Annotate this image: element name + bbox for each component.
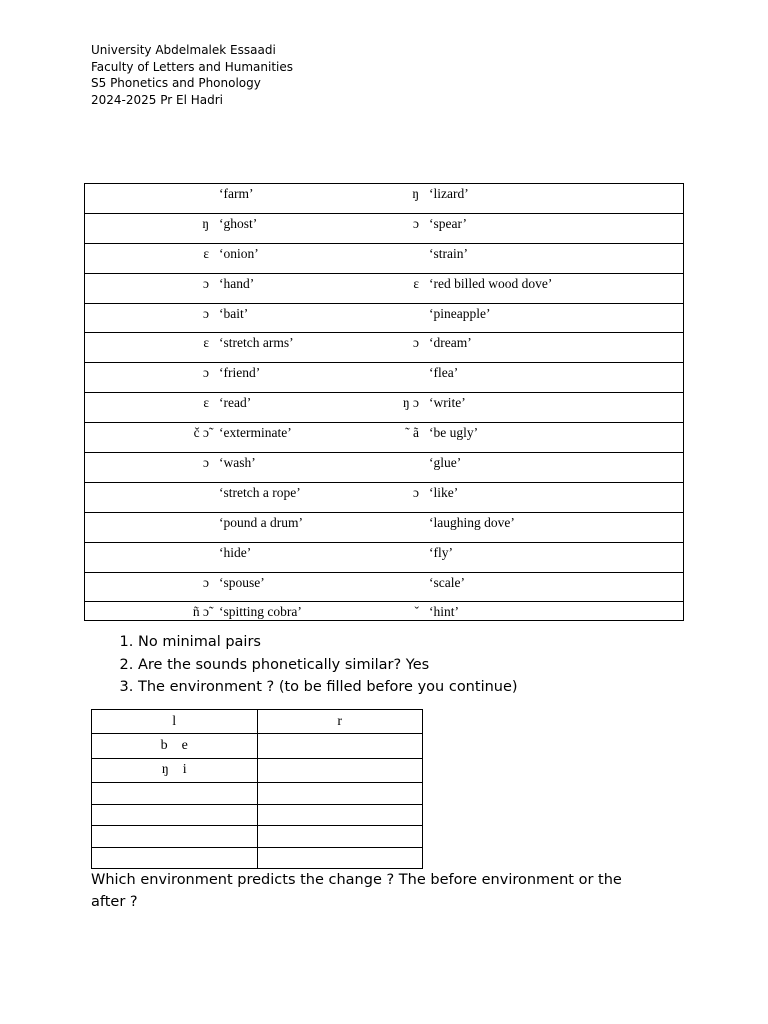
env-cell-r — [257, 804, 423, 826]
environment-table — [91, 709, 423, 869]
gloss-right-text: ‘spear’ — [429, 215, 467, 231]
cell-gloss-left — [219, 572, 349, 602]
cell-gloss-right — [429, 333, 684, 363]
data-row — [85, 273, 684, 303]
gloss-right-text: ‘laughing dove’ — [429, 514, 515, 530]
env-cell-r — [257, 758, 423, 783]
word-data-table — [84, 183, 684, 621]
cell-gloss-left — [219, 333, 349, 363]
cell-segment-left — [85, 303, 220, 333]
cell-segment-right — [349, 453, 429, 483]
segment-left-text: č ɔ̃ — [193, 425, 209, 441]
data-row — [85, 482, 684, 512]
cell-gloss-right — [429, 363, 684, 393]
cell-segment-left — [85, 572, 220, 602]
cell-segment-right — [349, 572, 429, 602]
cell-gloss-right — [429, 602, 684, 621]
segment-left-text: ɛ — [203, 395, 209, 411]
cell-gloss-left — [219, 243, 349, 273]
header-course: S5 Phonetics and Phonology — [91, 76, 261, 90]
data-row — [85, 213, 684, 243]
data-row — [85, 393, 684, 423]
segment-right-text: ŋ ɔ — [402, 395, 419, 411]
cell-segment-left — [85, 184, 220, 214]
gloss-left-text: ‘bait’ — [219, 305, 249, 321]
cell-segment-left — [85, 602, 220, 621]
cell-segment-right — [349, 423, 429, 453]
gloss-left-text: ‘stretch arms’ — [219, 335, 294, 351]
cell-segment-right — [349, 213, 429, 243]
cell-gloss-left — [219, 303, 349, 333]
segment-right-text: ˇ — [414, 604, 419, 620]
gloss-right-text: ‘pineapple’ — [429, 305, 491, 321]
gloss-right-text: ‘fly’ — [429, 544, 453, 560]
question-item: 3. The environment ? (to be filled before you continue) — [138, 676, 518, 699]
cell-segment-right — [349, 512, 429, 542]
cell-gloss-right — [429, 213, 684, 243]
gloss-left-text: ‘onion’ — [219, 245, 259, 261]
segment-right-text: ɔ — [413, 335, 419, 351]
cell-segment-right — [349, 303, 429, 333]
segment-right-text: ɔ — [413, 215, 419, 231]
segment-left-text: ñ ɔ̃ — [192, 604, 209, 620]
cell-gloss-right — [429, 393, 684, 423]
cell-gloss-left — [219, 423, 349, 453]
cell-gloss-left — [219, 512, 349, 542]
env-cell-r — [257, 826, 423, 848]
gloss-right-text: ‘lizard’ — [429, 186, 469, 201]
gloss-left-text: ‘friend’ — [219, 365, 261, 381]
cell-gloss-right — [429, 453, 684, 483]
env-header-l: l — [92, 710, 258, 734]
gloss-left-text: ‘hand’ — [219, 275, 255, 291]
gloss-right-text: ‘write’ — [429, 395, 466, 411]
data-row — [85, 512, 684, 542]
cell-segment-left — [85, 363, 220, 393]
env-cell-r — [257, 783, 423, 805]
gloss-left-text: ‘exterminate’ — [219, 425, 292, 441]
env-row — [92, 783, 423, 805]
cell-segment-left — [85, 243, 220, 273]
env-row — [92, 804, 423, 826]
env-cell-l — [92, 783, 258, 805]
segment-right-text: ɛ — [413, 275, 419, 291]
gloss-right-text: ‘like’ — [429, 484, 459, 500]
gloss-right-text: ‘glue’ — [429, 455, 462, 471]
document-header — [91, 42, 293, 108]
cell-segment-right — [349, 363, 429, 393]
segment-left-text: ŋ — [202, 215, 209, 231]
final-question: Which environment predicts the change ? The before environment or the after ? — [91, 872, 622, 910]
cell-segment-right — [349, 482, 429, 512]
data-row — [85, 423, 684, 453]
gloss-right-text: ‘flea’ — [429, 365, 459, 381]
data-row — [85, 453, 684, 483]
cell-segment-right — [349, 602, 429, 621]
cell-segment-right — [349, 542, 429, 572]
cell-gloss-right — [429, 512, 684, 542]
data-row — [85, 542, 684, 572]
cell-segment-left — [85, 333, 220, 363]
env-cell-r — [257, 734, 423, 759]
segment-right-text: ɔ — [413, 484, 419, 500]
cell-gloss-left — [219, 213, 349, 243]
segment-left-text: ɔ — [203, 365, 209, 381]
gloss-right-text: ‘scale’ — [429, 574, 465, 590]
cell-segment-left — [85, 542, 220, 572]
gloss-left-text: ‘spitting cobra’ — [219, 604, 302, 620]
data-row — [85, 184, 684, 214]
cell-segment-right — [349, 333, 429, 363]
data-row — [85, 363, 684, 393]
cell-segment-left — [85, 423, 220, 453]
cell-gloss-left — [219, 273, 349, 303]
cell-gloss-right — [429, 542, 684, 572]
gloss-left-text: ‘ghost’ — [219, 215, 258, 231]
data-row — [85, 243, 684, 273]
gloss-right-text: ‘hint’ — [429, 604, 459, 620]
data-row — [85, 333, 684, 363]
env-cell-l — [92, 826, 258, 848]
env-row — [92, 826, 423, 848]
gloss-left-text: ‘farm’ — [219, 186, 254, 201]
segment-left-text: ɔ — [203, 455, 209, 471]
gloss-right-text: ‘be ugly’ — [429, 425, 479, 441]
gloss-left-text: ‘hide’ — [219, 544, 252, 560]
cell-segment-left — [85, 213, 220, 243]
cell-segment-right — [349, 393, 429, 423]
gloss-left-text: ‘read’ — [219, 395, 252, 411]
env-row — [92, 847, 423, 869]
cell-segment-left — [85, 482, 220, 512]
cell-segment-left — [85, 512, 220, 542]
header-faculty: Faculty of Letters and Humanities — [91, 59, 294, 74]
cell-gloss-right — [429, 273, 684, 303]
cell-gloss-left — [219, 602, 349, 621]
env-cell-r — [257, 847, 423, 869]
env-cell-l — [92, 804, 258, 826]
cell-segment-left — [85, 453, 220, 483]
cell-segment-right — [349, 243, 429, 273]
segment-left-text: ɔ — [203, 574, 209, 590]
cell-segment-left — [85, 393, 220, 423]
data-row — [85, 572, 684, 602]
cell-gloss-left — [219, 453, 349, 483]
gloss-left-text: ‘pound a drum’ — [219, 514, 303, 530]
segment-left-text: ɛ — [203, 335, 209, 351]
gloss-right-text: ‘dream’ — [429, 335, 472, 351]
cell-gloss-right — [429, 184, 684, 214]
cell-gloss-left — [219, 393, 349, 423]
segment-left-text: ɔ — [203, 275, 209, 291]
gloss-right-text: ‘red billed wood dove’ — [429, 275, 553, 291]
cell-segment-left — [85, 273, 220, 303]
segment-left-text: ɛ — [203, 245, 209, 261]
cell-gloss-left — [219, 184, 349, 214]
question-item: 1. No minimal pairs — [138, 631, 518, 654]
cell-gloss-right — [429, 482, 684, 512]
gloss-right-text: ‘strain’ — [429, 245, 468, 261]
cell-gloss-left — [219, 542, 349, 572]
data-row — [85, 303, 684, 333]
question-item: 2. Are the sounds phonetically similar? Yes — [138, 654, 518, 677]
cell-gloss-right — [429, 423, 684, 453]
env-header-r: r — [257, 710, 423, 734]
questions-list — [110, 631, 518, 699]
env-row — [92, 758, 423, 783]
cell-gloss-right — [429, 243, 684, 273]
header-year-professor: 2024-2025 Pr El Hadri — [91, 92, 223, 107]
cell-gloss-left — [219, 482, 349, 512]
env-cell-l — [92, 847, 258, 869]
env-cell-l: ŋ i — [92, 758, 258, 783]
segment-right-text: ŋ — [412, 186, 419, 201]
segment-right-text: ˜ ã — [405, 425, 419, 441]
data-row — [85, 602, 684, 621]
segment-left-text: ɔ — [203, 305, 209, 321]
cell-gloss-right — [429, 303, 684, 333]
cell-segment-right — [349, 184, 429, 214]
gloss-left-text: ‘spouse’ — [219, 574, 265, 590]
cell-gloss-left — [219, 363, 349, 393]
env-row — [92, 734, 423, 759]
cell-gloss-right — [429, 572, 684, 602]
cell-segment-right — [349, 273, 429, 303]
gloss-left-text: ‘stretch a rope’ — [219, 484, 301, 500]
env-cell-l: b e — [92, 734, 258, 759]
gloss-left-text: ‘wash’ — [219, 455, 256, 471]
header-university: University Abdelmalek Essaadi — [91, 43, 276, 57]
